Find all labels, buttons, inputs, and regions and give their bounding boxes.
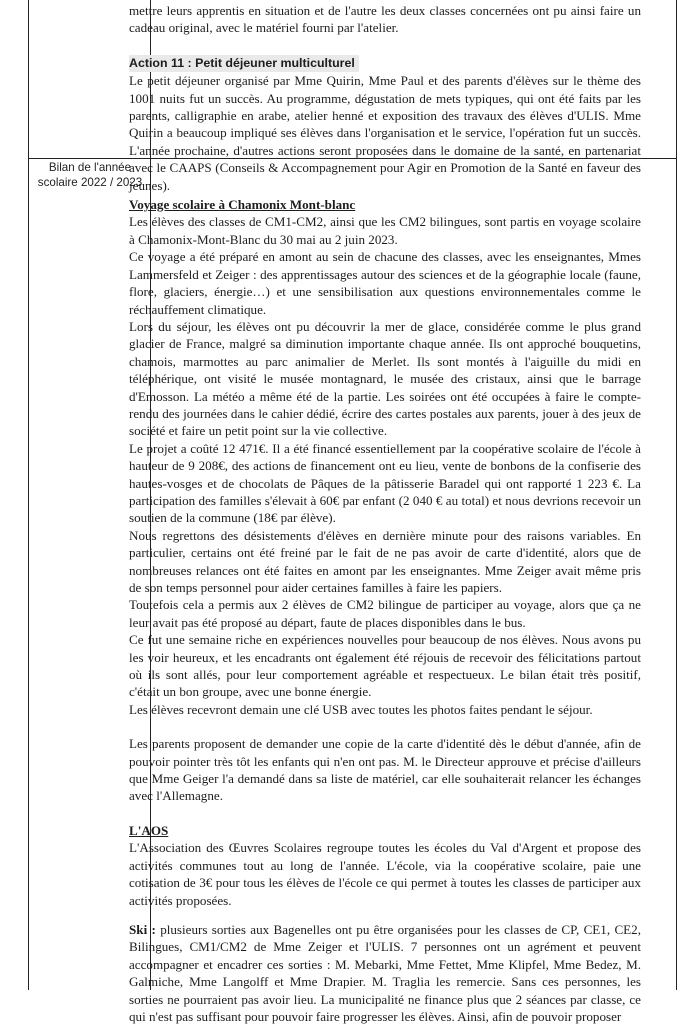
voyage-paragraph: Les élèves des classes de CM1-CM2, ainsi que les CM2 bilingues, sont partis en voyage scolaire à Chamonix-Mont-Blanc du 30 mai au 2 juin 2023.	[129, 214, 641, 247]
document-body	[129, 2, 641, 1025]
voyage-paragraph: Les élèves recevront demain une clé USB avec toutes les photos faites pendant le séjour.	[129, 701, 593, 717]
action-11-paragraph: Le petit déjeuner organisé par Mme Quirin, Mme Paul et des parents d'élèves sur le thème des 1001 nuits fut un succès. Au programme, dégustation de mets typiques, qui ont été faits par les parents, calligraphie en arabe, atelier henné et exposition des travaux des élèves d'ULIS. Mme Quirin a beaucoup impliqué ses élèves dans l'organisation et le service, l'opération fut un succès. L'année prochaine, d'autres actions seront proposées dans le domaine de la santé, en partenariat avec le CAAPS (Conseils & Accompagnement pour Agir en Promotion de la Santé en faveur des jeunes).	[129, 73, 641, 193]
continuation-paragraph: mettre leurs apprentis en situation et de l'autre les deux classes concernées ont pu ainsi faire un cadeau original, avec le matériel fourni par l'atelier.	[129, 3, 641, 36]
voyage-paragraph: Le projet a coûté 12 471€. Il a été financé essentiellement par la coopérative scolaire de l'école à hauteur de 9 208€, des actions de financement ont eu lieu, vente de bonbons de la confiserie des hautes-vosges et de chocolats de Pâques de la pâtisserie Baradel qui ont rapporté 1 223 €. La participation des familles s'élevait à 60€ par enfant (2 040 € au total) et nous devrions recevoir un soutien de la commune (18€ par élève).	[129, 440, 641, 526]
ski-paragraph	[129, 921, 641, 1025]
voyage-paragraph: Ce voyage a été préparé en amont au sein de chacune des classes, avec les enseignantes, Mmes Lammersfeld et Zeiger : des apprentissages autour des sciences et de la géographie locale (faune, flore, glaciers, énergie…) et une sensibilisation aux questions environnementales comme le réchauffement climatique.	[129, 249, 641, 317]
row-label-line1: Bilan de l'année	[48, 161, 132, 174]
voyage-paragraph: Toutefois cela a permis aux 2 élèves de CM2 bilingue de participer au voyage, alors que ça ne leur avait pas été proposé au départ, faute de places disponibles dans le bus.	[129, 597, 641, 630]
ski-text: plusieurs sorties aux Bagenelles ont pu être organisées pour les classes de CP, CE1, CE2, Bilingues, CM1/CM2 de Mme Zeiger et l'ULIS. 7 personnes ont un agrément et peuvent accompagner et encadrer ces sorties : M. Mebarki, Mme Fettet, Mme Klipfel, Mme Bedez, M. Galmiche, Mme Langolff et Mme Drapier. M. Traglia les remercie. Sans ces personnes, les sorties ne pourraient pas avoir lieu. La municipalité ne finance plus que 2 séances par classe, ce qui n'est pas suffisant pour pouvoir faire progresser les élèves. Ainsi, afin de pouvoir proposer	[129, 921, 641, 1024]
voyage-paragraph: Nous regrettons des désistements d'élèves en dernière minute pour des raisons variables. En particulier, certains ont été freiné par le fait de ne pas avoir de carte d'identité, alors que de nombreuses relances ont été faites en amont par les enseignantes. Mme Zeiger avait même pris de son temps personnel pour aider certaines familles à faire les papiers.	[129, 527, 641, 595]
aos-paragraph: L'Association des Œuvres Scolaires regroupe toutes les écoles du Val d'Argent et propose des activités communes tout au long de l'année. L'école, via la coopérative scolaire, paie une cotisation de 3€ pour tous les élèves de l'école ce qui permet à toutes les classes de participer aux activités proposées.	[129, 840, 641, 908]
action-11-heading: Action 11 : Petit déjeuner multiculturel	[129, 55, 359, 72]
parents-note-paragraph: Les parents proposent de demander une copie de la carte d'identité dès le début d'année, afin de pouvoir pointer très tôt les enfants qui n'en ont pas. M. le Directeur approuve et précise d'ailleurs que Mme Geiger l'a demandé dans sa liste de matériel, car elle souhaiterait relancer les échanges avec l'Allemagne.	[129, 736, 641, 804]
voyage-paragraph: Ce fut une semaine riche en expériences nouvelles pour beaucoup de nos élèves. Nous avons pu les voir heureux, et les encadrants ont également été réjouis de recevoir des félicitations partout où ils sont allés, pour leur comportement agréable et respectueux. Le bilan était très positif, c'était un bon groupe, avec une bonne énergie.	[129, 632, 641, 700]
voyage-heading: Voyage scolaire à Chamonix Mont-blanc	[129, 197, 356, 213]
ski-label: Ski :	[129, 921, 156, 937]
row-label-line2: scolaire 2022 / 2023	[37, 176, 143, 189]
voyage-paragraph: Lors du séjour, les élèves ont pu découvrir la mer de glace, considérée comme le plus grand glacier de France, malgré sa diminution importante chaque année. Ils ont approché bouquetins, chamois, marmottes au parc animalier de Merlet. Ils sont montés à l'aiguille du midi en téléphérique, ont visité le musée montagnard, le musée des cristaux, ainsi que le barrage d'Emosson. La météo a même été de la partie. Les soirées ont été occupées à faire le compte-rendu des journées dans le cahier dédié, écrire des cartes postales aux parents, jouer à des jeux de société et faire un petit point sur la vie collective.	[129, 318, 641, 439]
aos-heading: L'AOS	[129, 822, 169, 838]
